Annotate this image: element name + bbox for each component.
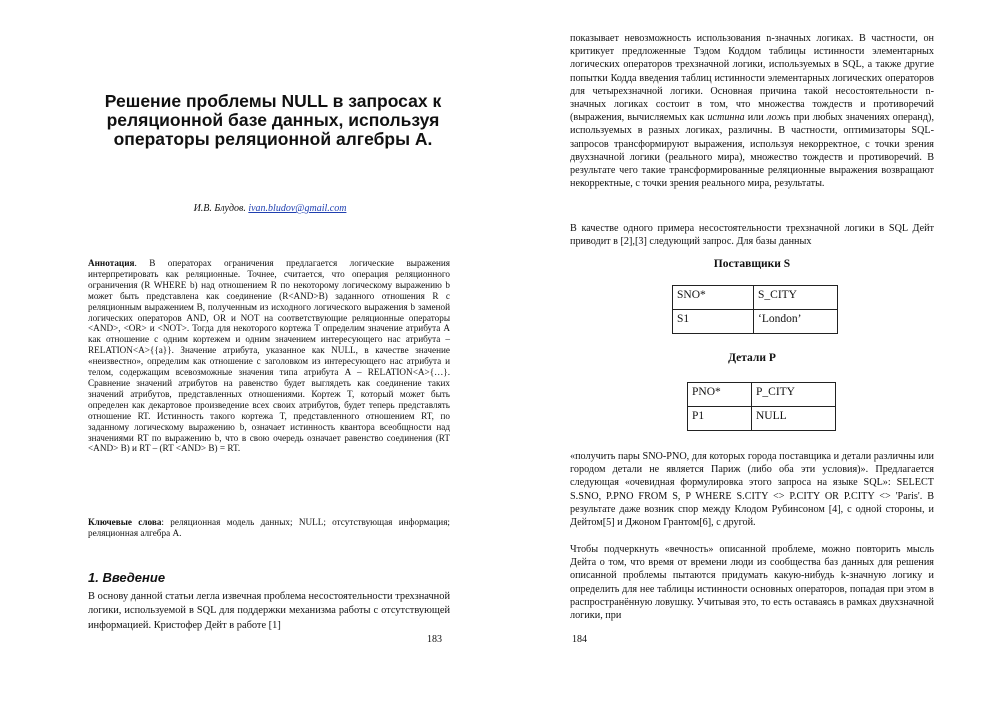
abstract [88, 258, 450, 454]
page-number-left: 183 [427, 634, 442, 645]
paragraph-sql-query: «получить пары SNO-PNO, для которых города поставщика и детали различны или городом детали не является Париж (либо оба эти условия)». Предлагается следующая «очевидная формулировка этого запроса на языке SQL»: SELECT S.SNO, P.PNO FROM S, P WHERE S.CITY <> P.CITY OR P.CITY <> 'Paris'. В результате даже возник спор между Клодом Рубинсоном [4], с одной стороны, и Дейтом[5] и Джоном Грантом[6], с другой. [570, 451, 934, 529]
table-cell: S1 [673, 310, 754, 334]
details-table [687, 382, 836, 431]
abstract-text: . В операторах ограничения предлагается логические выражения интерпретировать как реляционные. Точнее, считается, что операция реляционного ограничения (R WHERE b) над отношением R по некоторому логическому выражению b может быть представлена как соединение (R<AND>B) заданного отношения R с реляционным выражением B, полученным из исходного логического выражения b заменой логических операторов AND, OR и NOT на соответствующие реляционные операторы <AND>, <OR> и <NOT>. Тогда для некоторого кортежа T определим значение атрибута A как отношение с одним кортежем и одним значением интересующего нас атрибута – RELATION<A>{{a}}. Значение атрибута, указанное как NULL, в качестве значение «неизвестно», определим как отношение с заголовком из интересующего нас атрибута и телом, содержащим всевозможные значения типа атрибута A – RELATION<A>{…}. Сравнение значений атрибутов на равенство будет выглядеть как соединение таких значений атрибутов, представленных отношениями. Кортеж T, который может быть определен как декартовое произведение всех своих атрибутов, будет теперь представлять отношение RT. Истинность такого кортежа T, представленного отношением RT, по заданному логическому выражению b, означает истинность квантора всеобщности над значениями RT по выражению b, что в свою очередь означает равенство соединения (RT <AND> B) и RT – (RT <AND> B) = RT. [88, 258, 450, 454]
term-true: истинна [707, 112, 745, 124]
paper-title: Решение проблемы NULL в запросах к реляционной базе данных, используя операторы реляционной алгебры А. [104, 91, 442, 149]
table-row [673, 286, 838, 310]
table-row [673, 310, 838, 334]
introduction-text: В основу данной статьи легла извечная проблема несостоятельности трехзначной логики, используемой в SQL для поддержки механизма работы с отсутствующей информацией. Кристофер Дейт в работе [1] [88, 591, 450, 631]
abstract-label: Аннотация [88, 258, 135, 268]
author-name: И.В. Блудов. [193, 203, 246, 214]
paragraph-eternity: Чтобы подчеркнуть «вечность» описанной проблеме, можно повторить мысль Дейта о том, что время от времени люди из сообщества баз данных для решения описанной проблемы пытаются придумать какую-нибудь k-значную логику и определить для нее таблицы истинности основных операторов, попадая при этом в распространённую ловушку. Учитывая это, то есть оставаясь в рамках двухзначной логики, при [570, 544, 934, 622]
term-false: ложь [766, 112, 791, 124]
paragraph-text-a: показывает невозможность использования n-значных логиках. В частности, он критикует предложенные Тэдом Коддом таблицы истинности элементарных логических операторов трехзначной логики, используемых в SQL, а также другие попытки Кодда введения таблиц истинности элементарных логических операторов для четырехзначной логики. Основная причина такой несостоятельности n-значных логиках состоит в том, что множества тождеств и противоречий (выражения, вычисляемых как [570, 33, 934, 124]
author-line [90, 203, 450, 214]
conjunction-or: или [744, 112, 767, 124]
table-cell: P1 [688, 407, 752, 431]
table-row [688, 383, 836, 407]
author-email-link[interactable]: ivan.bludov@gmail.com [248, 203, 347, 214]
table-header-cell: PNO* [688, 383, 752, 407]
details-table-title: Детали P [728, 352, 776, 364]
section-title-introduction: 1. Введение [88, 570, 166, 585]
keywords [88, 517, 450, 539]
table-header-cell: S_CITY [754, 286, 838, 310]
page-number-right: 184 [572, 634, 587, 645]
keywords-text: : реляционная модель данных; NULL; отсутствующая информация; реляционная алгебра А. [88, 517, 450, 538]
paragraph-example-intro: В качестве одного примера несостоятельности трехзначной логики в SQL Дейт приводит в [2],[3] следующий запрос. Для базы данных [570, 223, 934, 248]
table-cell: ‘London’ [754, 310, 838, 334]
right-page [500, 0, 993, 710]
table-header-cell: P_CITY [752, 383, 836, 407]
table-row [688, 407, 836, 431]
table-header-cell: SNO* [673, 286, 754, 310]
table-cell: NULL [752, 407, 836, 431]
keywords-label: Ключевые слова [88, 517, 162, 527]
paragraph-n-valued-logic [570, 32, 934, 190]
suppliers-table [672, 285, 838, 334]
suppliers-table-title: Поставщики S [713, 258, 791, 270]
paragraph-text-b: при любых значениях операнд), используемых в разных логиках, различны. В частности, оптимизаторы SQL-запросов трансформируют выражения, используя некорректное, с точки зрения двухзначной логики (реального мира), множество тождеств и противоречий. В результате чего такие трансформированные реляционные выражения возвращают некорректные, с точки зрения реального мира, результаты. [570, 112, 934, 190]
